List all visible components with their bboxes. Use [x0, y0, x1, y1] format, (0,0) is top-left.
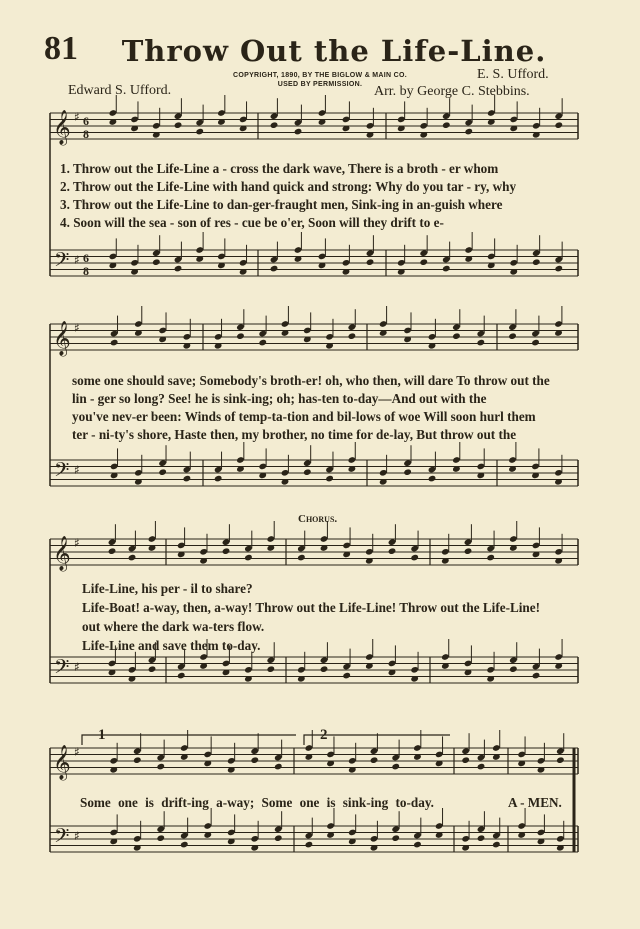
bass-note: [391, 834, 400, 842]
time-signature-icon: 6: [83, 251, 89, 265]
bass-note: [177, 672, 186, 680]
bass-note: [183, 475, 192, 483]
bass-note: [325, 475, 334, 483]
time-signature-icon: 6: [83, 114, 89, 128]
arranger: Arr. by George C. Stebbins.: [374, 84, 530, 99]
treble-note: [477, 763, 486, 771]
treble-note: [486, 554, 495, 562]
bass-note: [554, 265, 563, 273]
second-ending-number: 2: [320, 727, 328, 743]
bass-note: [274, 834, 283, 842]
bass-note: [532, 672, 541, 680]
treble-note: [348, 332, 357, 340]
bass-note: [477, 834, 486, 842]
bass-note: [492, 841, 501, 849]
treble-note: [156, 763, 165, 771]
bass-note: [180, 841, 189, 849]
verse-3-line-1: 3. Throw out the Life-Line to dan-ger-fraught men, Sink-ing in an-guish where: [60, 197, 503, 212]
verse-4-line-1: 4. Soon will the sea - son of res - cue be o'er, Soon will they drift to e-: [60, 215, 444, 230]
composer: E. S. Ufford.: [477, 67, 549, 82]
treble-note: [110, 339, 119, 347]
bass-note: [148, 665, 157, 673]
verse-1-line-1: 1. Throw out the Life-Line a - cross the dark wave, There is a broth - er whom: [60, 161, 499, 176]
treble-note: [270, 121, 279, 129]
bass-note: [152, 258, 161, 266]
bass-note: [366, 258, 375, 266]
treble-note: [388, 547, 397, 555]
treble-note: [410, 554, 419, 562]
treble-note: [297, 554, 306, 562]
treble-note: [554, 121, 563, 129]
lyricist: Edward S. Ufford.: [68, 83, 172, 98]
sharp-icon: ♯: [74, 536, 80, 550]
first-ending-bracket: [82, 735, 296, 745]
bass-note: [419, 258, 428, 266]
hymn-title: Throw Out the Life-Line.: [121, 34, 547, 68]
bass-note: [270, 265, 279, 273]
treble-note: [508, 332, 517, 340]
bass-note: [442, 265, 451, 273]
treble-note: [236, 332, 245, 340]
hymn-number: 81: [44, 30, 78, 67]
bass-note: [266, 665, 275, 673]
bass-note: [214, 475, 223, 483]
final-line-lyric: Some one is drift-ing a-way; Some one is sink-ing to-day.: [80, 795, 434, 810]
sharp-icon: ♯: [74, 321, 80, 335]
bass-clef-icon: 𝄢: [54, 655, 70, 683]
treble-note: [464, 547, 473, 555]
amen-lyric: A - MEN.: [508, 795, 562, 810]
treble-note: [442, 121, 451, 129]
treble-note: [556, 756, 565, 764]
treble-note: [461, 756, 470, 764]
verse-2-line-2: lin - ger so long? See! he is sink-ing; oh; has-ten to-day—And out with the: [72, 391, 487, 406]
treble-note: [108, 547, 117, 555]
treble-note: [391, 763, 400, 771]
treble-note: [464, 128, 473, 136]
first-ending-number: 1: [98, 727, 106, 743]
bass-note: [342, 672, 351, 680]
bass-note: [428, 475, 437, 483]
treble-clef-icon: 𝄞: [53, 745, 71, 780]
treble-note: [370, 756, 379, 764]
treble-note: [244, 554, 253, 562]
treble-clef-icon: 𝄞: [53, 321, 71, 356]
time-signature-icon: 8: [83, 264, 89, 278]
bass-note: [532, 258, 541, 266]
bass-note: [509, 665, 518, 673]
copyright-line: COPYRIGHT, 1890, BY THE BIGLOW & MAIN CO.: [233, 72, 407, 79]
verse-4-line-2: ter - ni-ty's shore, Haste then, my brother, no time for de-lay, But throw out the: [72, 427, 517, 442]
permission-line: USED BY PERMISSION.: [277, 81, 363, 88]
sharp-icon: ♯: [74, 660, 80, 674]
treble-note: [531, 339, 540, 347]
sharp-icon: ♯: [74, 463, 80, 477]
sharp-icon: ♯: [74, 829, 80, 843]
treble-note: [258, 339, 267, 347]
treble-note: [452, 332, 461, 340]
treble-note: [294, 128, 303, 136]
verse-3-line-2: you've nev-er been: Winds of temp-ta-tion and bil-lows of woe Will soon hurl them: [72, 409, 536, 424]
verse-4-line-3: Life-Line and save them to-day.: [82, 638, 261, 653]
bass-clef-icon: 𝄢: [54, 248, 70, 276]
bass-note: [174, 265, 183, 273]
bass-note: [156, 834, 165, 842]
bass-note: [305, 841, 314, 849]
treble-note: [128, 554, 137, 562]
verse-1-line-3: Life-Line, his per - il to share?: [82, 581, 253, 596]
bass-note: [303, 468, 312, 476]
treble-note: [476, 339, 485, 347]
treble-note: [222, 547, 231, 555]
bass-note: [403, 468, 412, 476]
sharp-icon: ♯: [74, 110, 80, 124]
treble-clef-icon: 𝄞: [53, 110, 71, 145]
treble-note: [195, 128, 204, 136]
treble-clef-icon: 𝄞: [53, 536, 71, 571]
verse-3-line-3: out where the dark wa-ters flow.: [82, 619, 265, 634]
treble-note: [133, 756, 142, 764]
bass-note: [158, 468, 167, 476]
bass-clef-icon: 𝄢: [54, 458, 70, 486]
treble-note: [274, 763, 283, 771]
verse-2-line-1: 2. Throw out the Life-Line with hand quick and strong: Why do you tar - ry, why: [60, 179, 517, 194]
treble-note: [174, 121, 183, 129]
bass-note: [413, 841, 422, 849]
chorus-label: Chorus.: [298, 513, 338, 525]
sharp-icon: ♯: [74, 253, 80, 267]
time-signature-icon: 8: [83, 127, 89, 141]
chorus-line: Life-Boat! a-way, then, a-way! Throw out the Life-Line! Throw out the Life-Line!: [82, 600, 541, 615]
bass-note: [320, 665, 329, 673]
treble-note: [250, 756, 259, 764]
verse-1-line-2: some one should save; Somebody's broth-er! oh, who then, will dare To throw out the: [72, 373, 550, 388]
bass-clef-icon: 𝄢: [54, 824, 70, 852]
sharp-icon: ♯: [74, 745, 80, 759]
